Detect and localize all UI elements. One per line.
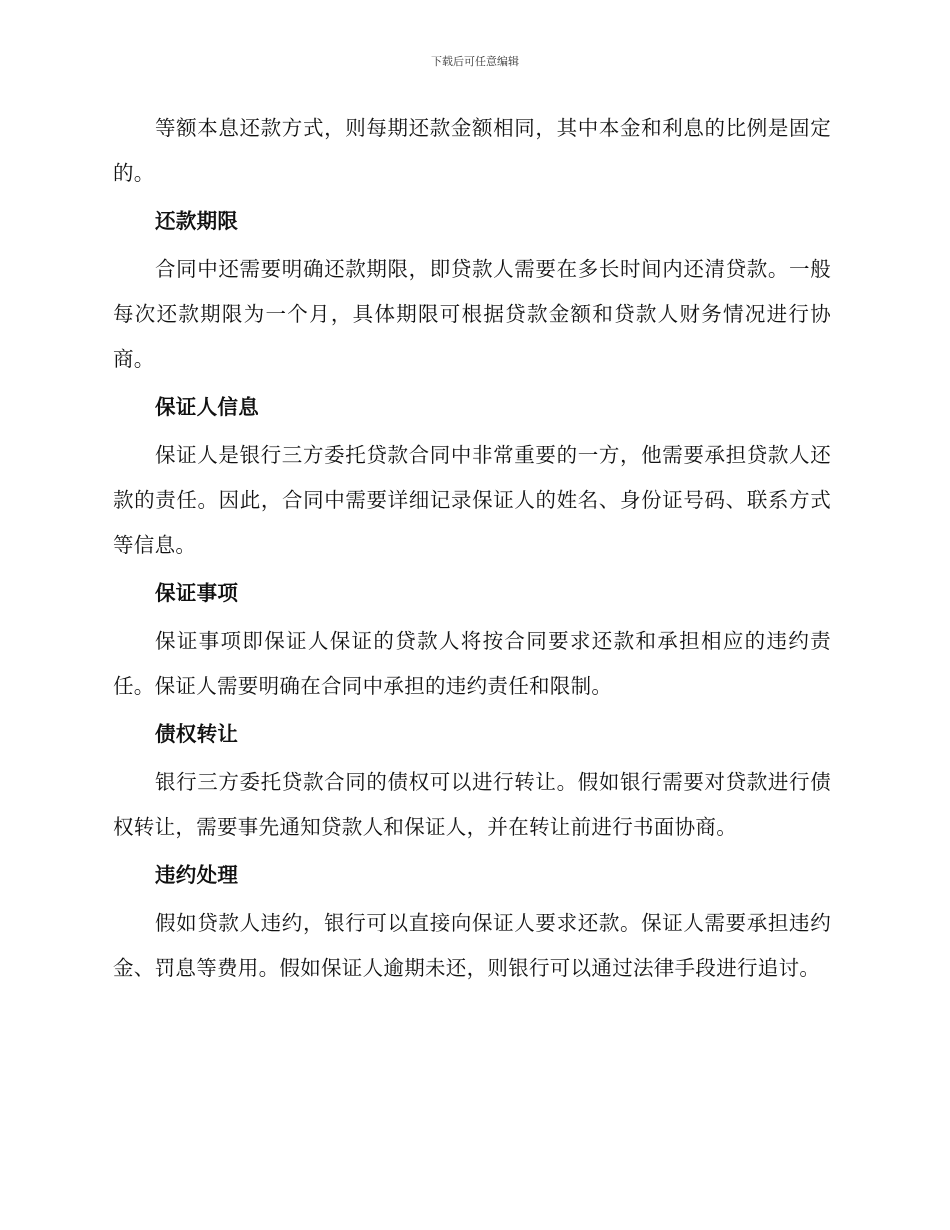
heading-debt-transfer: 债权转让 — [155, 722, 239, 746]
document-body — [113, 106, 831, 991]
heading-repayment-term: 还款期限 — [155, 209, 239, 233]
paragraph-debt-transfer: 银行三方委托贷款合同的债权可以进行转让。假如银行需要对贷款进行债权转让，需要事先通知贷款人和保证人，并在转让前进行书面协商。 — [113, 770, 831, 839]
paragraph-guarantor-info: 保证人是银行三方委托贷款合同中非常重要的一方，他需要承担贷款人还款的责任。因此，合同中需要详细记录保证人的姓名、身份证号码、联系方式等信息。 — [113, 443, 831, 557]
heading-default-handling: 违约处理 — [155, 863, 239, 887]
heading-guarantee-matters: 保证事项 — [155, 581, 239, 605]
page-header: 下载后可任意编辑 — [431, 55, 519, 68]
paragraph-repayment-term: 合同中还需要明确还款期限，即贷款人需要在多长时间内还清贷款。一般每次还款期限为一个月，具体期限可根据贷款金额和贷款人财务情况进行协商。 — [113, 257, 831, 371]
paragraph-guarantee-matters: 保证事项即保证人保证的贷款人将按合同要求还款和承担相应的违约责任。保证人需要明确在合同中承担的违约责任和限制。 — [113, 629, 831, 698]
paragraph-repayment-method: 等额本息还款方式，则每期还款金额相同，其中本金和利息的比例是固定的。 — [113, 116, 831, 185]
heading-guarantor-info: 保证人信息 — [155, 395, 259, 419]
paragraph-default-handling: 假如贷款人违约，银行可以直接向保证人要求还款。保证人需要承担违约金、罚息等费用。假如保证人逾期未还，则银行可以通过法律手段进行追讨。 — [113, 911, 831, 980]
